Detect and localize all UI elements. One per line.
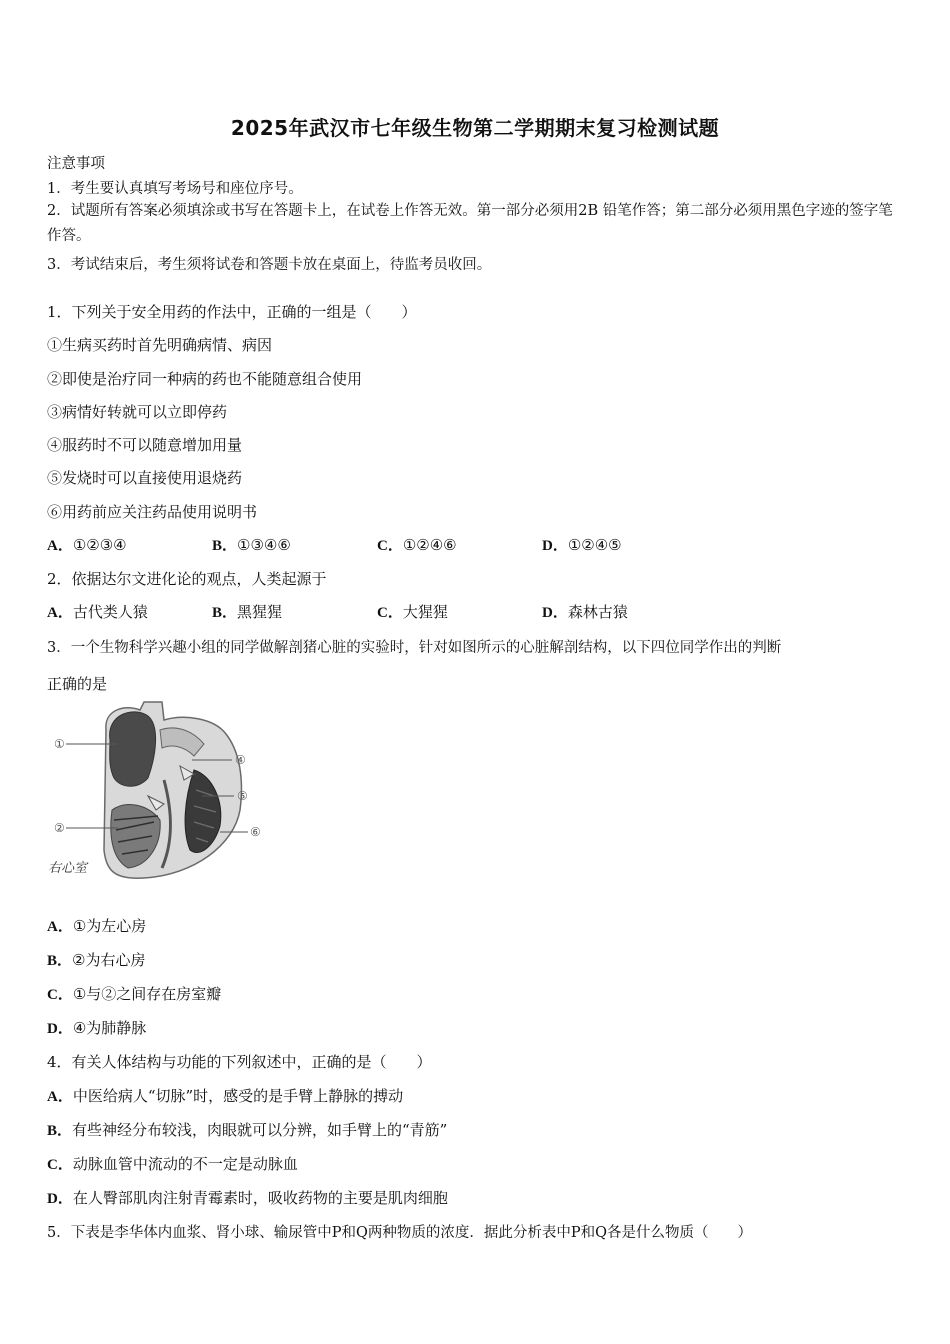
question-4-stem: 4．有关人体结构与功能的下列叙述中，正确的是（ ） xyxy=(47,1053,432,1071)
aorta xyxy=(110,712,156,786)
q1-option-d[interactable]: D．①②④⑤ xyxy=(542,536,622,554)
notice-item: 3．考试结束后，考生须将试卷和答题卡放在桌面上，待监考员收回。 xyxy=(47,257,492,273)
q3-option-a[interactable]: A．①为左心房 xyxy=(47,917,147,935)
question-2-stem: 2．依据达尔文进化论的观点，人类起源于 xyxy=(47,570,327,588)
q2-option-a[interactable]: A．古代类人猿 xyxy=(47,603,148,621)
q2-option-c[interactable]: C．大猩猩 xyxy=(377,603,448,621)
notice-heading: 注意事项 xyxy=(47,156,105,172)
q4-option-c[interactable]: C．动脉血管中流动的不一定是动脉血 xyxy=(47,1155,298,1173)
question-5-stem: 5．下表是李华体内血浆、肾小球、输尿管中P和Q两种物质的浓度．据此分析表中P和Q各是什么物质（ ） xyxy=(47,1225,753,1241)
q3-option-b[interactable]: B．②为右心房 xyxy=(47,951,146,969)
heart-diagram xyxy=(44,700,266,880)
page-title: 2025年武汉市七年级生物第二学期期末复习检测试题 xyxy=(230,116,720,140)
figure-label-4: ④ xyxy=(235,753,246,767)
q1-statement: ③病情好转就可以立即停药 xyxy=(47,403,228,421)
q1-option-b[interactable]: B．①③④⑥ xyxy=(212,536,291,554)
q3-option-c[interactable]: C．①与②之间存在房室瓣 xyxy=(47,985,222,1003)
q2-option-d[interactable]: D．森林古猿 xyxy=(542,603,628,621)
q4-option-b[interactable]: B．有些神经分布较浅，肉眼就可以分辨，如手臂上的“青筋” xyxy=(47,1121,448,1139)
q1-option-a[interactable]: A．①②③④ xyxy=(47,536,127,554)
q4-option-a[interactable]: A．中医给病人“切脉”时，感受的是手臂上静脉的搏动 xyxy=(47,1087,404,1105)
figure-label-2: ② xyxy=(54,821,65,835)
q1-statement: ②即使是治疗同一种病的药也不能随意组合使用 xyxy=(47,370,363,388)
q1-statement: ⑤发烧时可以直接使用退烧药 xyxy=(47,469,243,487)
q3-option-d[interactable]: D．④为肺静脉 xyxy=(47,1019,147,1037)
figure-caption: 右心室 xyxy=(48,861,88,876)
q1-statement: ①生病买药时首先明确病情、病因 xyxy=(47,336,273,354)
notice-item: 1．考生要认真填写考场号和座位序号。 xyxy=(47,181,303,197)
figure-label-1: ① xyxy=(54,737,65,751)
figure-label-5: ⑤ xyxy=(237,789,248,803)
question-1-stem: 1．下列关于安全用药的作法中，正确的一组是（ ） xyxy=(47,303,417,321)
q1-statement: ⑥用药前应关注药品使用说明书 xyxy=(47,503,258,521)
q2-option-b[interactable]: B．黑猩猩 xyxy=(212,603,283,621)
q4-option-d[interactable]: D．在人臀部肌肉注射青霉素时，吸收药物的主要是肌肉细胞 xyxy=(47,1189,448,1207)
q1-statement: ④服药时不可以随意增加用量 xyxy=(47,436,243,454)
figure-label-6: ⑥ xyxy=(250,825,261,839)
question-3-stem-cont: 正确的是 xyxy=(47,675,108,693)
question-3-stem: 3．一个生物科学兴趣小组的同学做解剖猪心脏的实验时，针对如图所示的心脏解剖结构，以下四位同学作出的判断 xyxy=(47,640,782,656)
notice-item: 2．试题所有答案必须填涂或书写在答题卡上，在试卷上作答无效。第一部分必须用2B 铅笔作答；第二部分必须用黑色字迹的签字笔作答。 xyxy=(47,203,893,244)
q1-option-c[interactable]: C．①②④⑥ xyxy=(377,536,457,554)
